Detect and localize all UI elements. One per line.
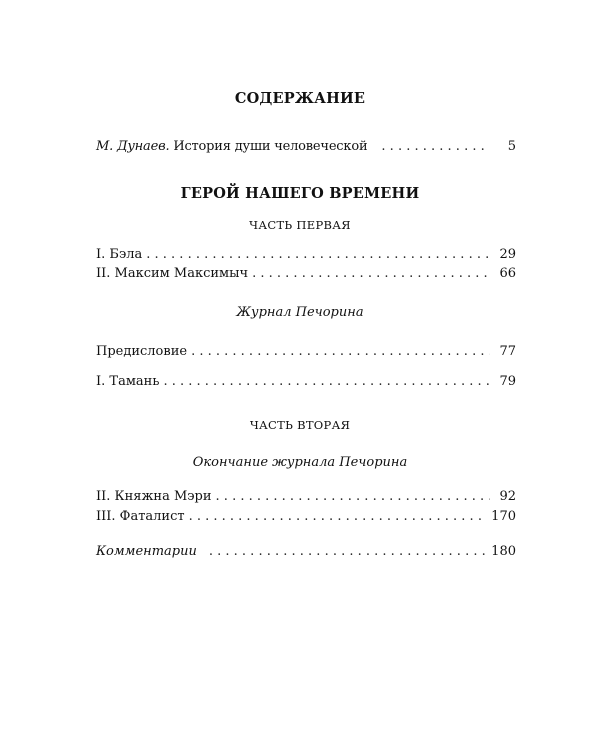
toc-entry-page: 180 <box>491 544 516 559</box>
toc-entry-page: 92 <box>499 489 516 504</box>
toc-entry-commentary[interactable] <box>96 543 516 561</box>
toc-entry-princess-mary[interactable] <box>96 488 516 506</box>
novel-title: ГЕРОЙ НАШЕГО ВРЕМЕНИ <box>180 185 420 202</box>
dot-leader <box>163 373 490 391</box>
toc-entry-page: 170 <box>491 509 516 524</box>
toc-entry-title: III. Фаталист <box>96 509 185 524</box>
toc-entry-title: II. Княжна Мэри <box>96 489 212 504</box>
dot-leader <box>209 543 487 561</box>
toc-entry-author: М. Дунаев. <box>96 139 170 154</box>
dot-leader <box>189 508 488 526</box>
toc-entry-page: 29 <box>499 247 516 262</box>
journal-heading: Журнал Печорина <box>236 305 364 320</box>
dot-leader <box>252 265 490 283</box>
toc-entry-page: 79 <box>499 374 516 389</box>
contents-heading: СОДЕРЖАНИЕ <box>234 90 366 107</box>
toc-entry-fatalist[interactable] <box>96 508 516 526</box>
part-one-heading: ЧАСТЬ ПЕРВАЯ <box>249 218 351 232</box>
toc-entry-page: 5 <box>507 139 516 154</box>
part-two-subheading: Окончание журнала Печорина <box>192 455 408 470</box>
dot-leader <box>381 138 484 156</box>
part-two-heading: ЧАСТЬ ВТОРАЯ <box>249 418 351 432</box>
toc-entry-taman[interactable] <box>96 373 516 391</box>
toc-entry-title: I. Бэла <box>96 247 143 262</box>
toc-entry-title: Комментарии <box>96 544 197 559</box>
toc-entry-title: История души человеческой <box>173 139 368 154</box>
toc-entry-bela[interactable] <box>96 246 516 264</box>
toc-entry-label <box>96 138 367 156</box>
toc-entry-title: Предисловие <box>96 344 188 359</box>
dot-leader <box>191 343 490 361</box>
dot-leader <box>146 246 490 264</box>
toc-entry-page: 66 <box>499 266 516 281</box>
toc-entry-preface[interactable] <box>96 343 516 361</box>
toc-entry-maksim-maksimych[interactable] <box>96 265 516 283</box>
toc-entry-intro[interactable] <box>96 138 516 156</box>
dot-leader <box>216 488 490 506</box>
toc-entry-page: 77 <box>499 344 516 359</box>
toc-entry-title: II. Максим Максимыч <box>96 266 249 281</box>
toc-entry-title: I. Тамань <box>96 374 160 389</box>
